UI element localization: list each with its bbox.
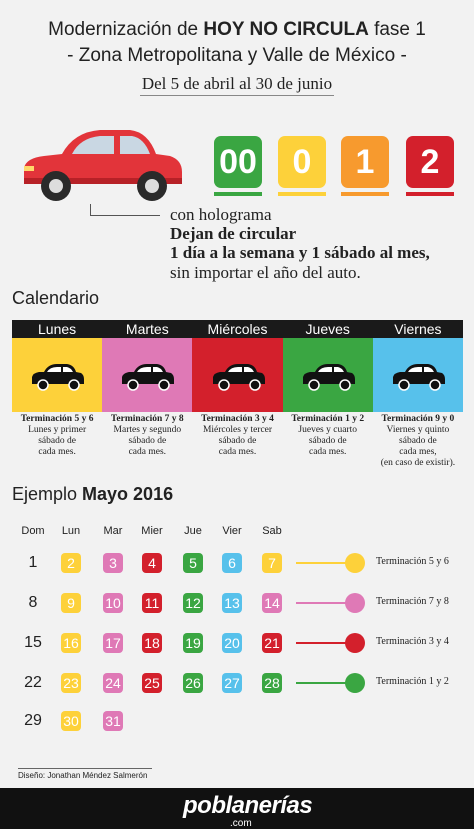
weekday-color-cell [192,338,282,412]
hologram-underline [341,192,389,196]
car-icon [389,360,447,392]
calendar-column-header: Lun [61,525,81,537]
termination-desc-line: cada mes, [399,447,437,457]
termination-title: Terminación 9 y 0 [381,414,455,424]
car-icon [209,360,267,392]
termination-desc-line: sábado de [218,436,257,446]
weekday-color-cell [12,338,102,412]
termination-desc-line: cada mes. [128,447,167,457]
weekday-label: Lunes [38,321,77,337]
weekday-color-cell [102,338,192,412]
termination-title: Terminación 7 y 8 [110,414,184,424]
car-icon [28,360,86,392]
calendar-date-restricted: 26 [183,673,203,693]
frequency-text: 1 día a la semana y 1 sábado al mes, [170,243,430,262]
calendar-date-restricted: 21 [262,633,282,653]
weekday-color-cell [283,338,373,412]
legend-dot [345,633,365,653]
calendar-date-restricted: 16 [61,633,81,653]
weekday-color-bar [12,338,463,412]
calendar-date: 15 [24,634,42,651]
calendar-date-restricted: 24 [103,673,123,693]
legend-label: Terminación 7 y 8 [376,596,449,607]
calendar-column-header: Vier [222,525,242,537]
calendar-date-restricted: 12 [183,593,203,613]
calendar-date: 29 [24,712,42,729]
calendar-date-restricted: 2 [61,553,81,573]
hologram-underline [406,192,454,196]
hologram-underline [214,192,262,196]
design-credit: Diseño: Jonathan Méndez Salmerón [18,768,152,780]
weekday-label: Jueves [305,321,350,337]
page-title: Modernización de HOY NO CIRCULA fase 1 [48,19,426,40]
calendar-date-restricted: 9 [61,593,81,613]
termination-rule [12,414,102,469]
legend-label: Terminación 1 y 2 [376,676,449,687]
legend-dot [345,673,365,693]
brand-domain: .com [230,818,252,829]
calendar-date-restricted: 4 [142,553,162,573]
calendar-date-restricted: 20 [222,633,242,653]
calendar-date: 1 [28,554,38,571]
calendar-date-restricted: 27 [222,673,242,693]
date-range: Del 5 de abril al 30 de junio [0,74,474,94]
brand-logo[interactable]: poblanerías [183,792,313,819]
calendar-date-restricted: 28 [262,673,282,693]
calendar-date-restricted: 11 [142,593,162,613]
termination-desc-line: cada mes. [218,447,257,457]
calendar-date-restricted: 19 [183,633,203,653]
weekday-label: Miércoles [207,321,268,337]
termination-rule [283,414,373,469]
car-icon [118,360,176,392]
weekday-header-bar [12,320,463,338]
calendar-date: 8 [28,594,38,611]
weekday-label: Viernes [394,321,442,337]
calendar-title: Calendario [12,288,100,308]
legend-label: Terminación 5 y 6 [376,556,449,567]
termination-desc-line: cada mes. [38,447,76,457]
calendar-date-restricted: 6 [222,553,242,573]
termination-rule [192,414,282,469]
example-title: Ejemplo Mayo 2016 [12,484,174,504]
weekday-color-cell [373,338,463,412]
calendar-date-restricted: 7 [262,553,282,573]
calendar-date-restricted: 30 [61,711,81,731]
calendar-column-header: Jue [184,525,202,537]
car-icon [299,360,357,392]
hologram-badge: 00 [214,136,262,188]
calendar-date-restricted: 25 [142,673,162,693]
termination-title: Terminación 3 y 4 [201,414,274,424]
hologram-text: con holograma [170,205,272,224]
termination-desc-line: sábado de [308,436,347,446]
calendar-column-header: Mar [103,525,123,537]
termination-rule [102,414,192,469]
pointer-line [90,204,160,216]
calendar-date-restricted: 23 [61,673,81,693]
legend-dot [345,553,365,573]
termination-desc-line: Jueves y cuarto [298,425,357,435]
termination-desc-line: sábado de [38,436,76,446]
termination-desc-line: Miércoles y tercer [202,425,273,435]
termination-desc-line: sábado de [399,436,437,446]
calendar-date-restricted: 5 [183,553,203,573]
note-text: sin importar el año del auto. [170,263,361,282]
termination-desc-line: Martes y segundo [113,425,182,435]
hologram-underline [278,192,326,196]
calendar-column-header: Mier [141,525,163,537]
termination-desc-line: Viernes y quinto [386,425,450,435]
calendar-column-header: Sab [262,525,282,537]
red-car-illustration [10,118,188,214]
calendar-date-restricted: 10 [103,593,123,613]
termination-desc-line: sábado de [128,436,167,446]
calendar-date-restricted: 13 [222,593,242,613]
calendar-date: 22 [24,674,42,691]
termination-descriptions [12,414,463,469]
hologram-badge: 1 [341,136,389,188]
termination-desc-line: cada mes. [308,447,347,457]
legend-label: Terminación 3 y 4 [376,636,449,647]
weekday-label: Martes [125,321,169,337]
termination-title: Terminación 1 y 2 [291,414,365,424]
calendar-date-restricted: 3 [103,553,123,573]
calendar-date-restricted: 31 [103,711,123,731]
calendar-date-restricted: 18 [142,633,162,653]
termination-title: Terminación 5 y 6 [20,414,94,424]
calendar-column-header: Dom [21,525,45,537]
stop-text: Dejan de circular [170,224,297,243]
termination-desc-line: Lunes y primer [28,425,87,435]
hologram-badge: 2 [406,136,454,188]
page-subtitle: - Zona Metropolitana y Valle de México - [67,45,407,66]
calendar-date-restricted: 17 [103,633,123,653]
calendar-date-restricted: 14 [262,593,282,613]
termination-rule [373,414,463,469]
hologram-badge: 0 [278,136,326,188]
legend-dot [345,593,365,613]
termination-desc-line: (en caso de existir). [380,458,456,468]
